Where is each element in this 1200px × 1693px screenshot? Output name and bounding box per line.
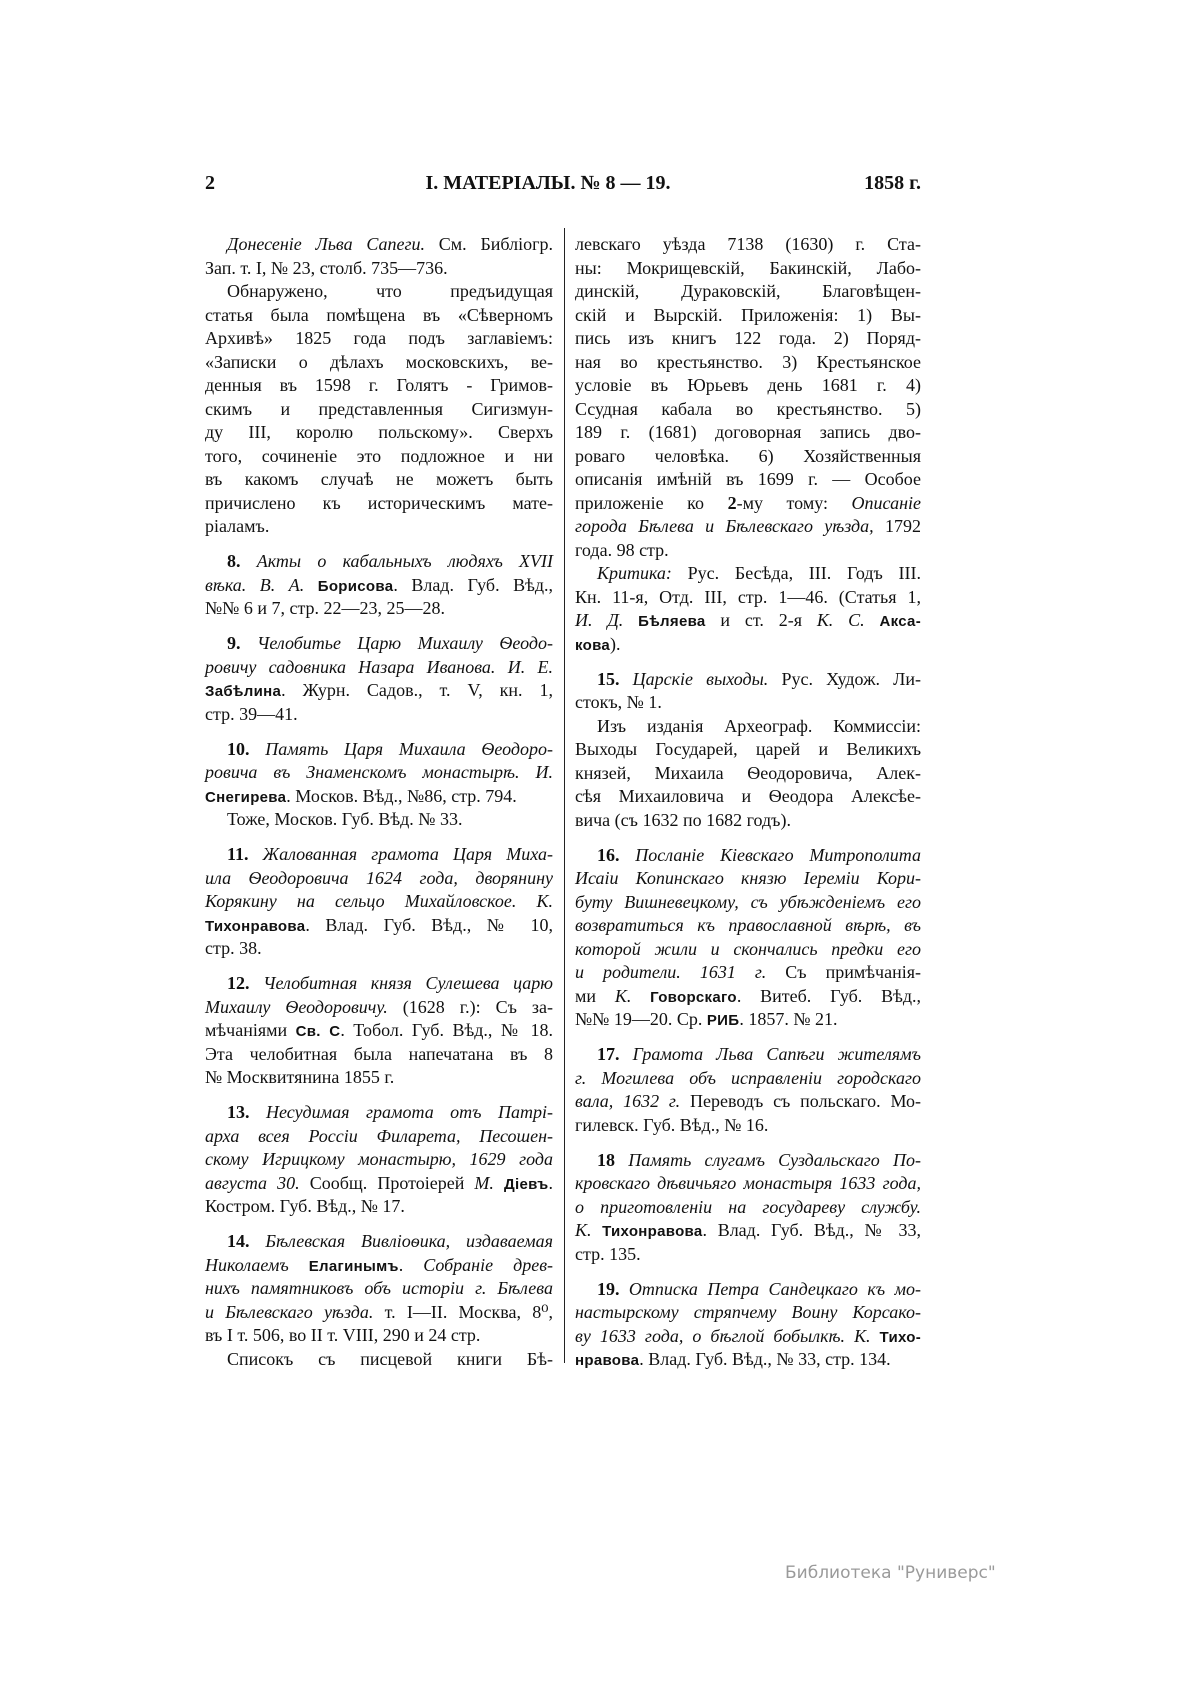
text-line bbox=[575, 468, 921, 492]
bibliography-entry bbox=[575, 233, 921, 656]
text-line bbox=[575, 985, 921, 1009]
title-text: возвратиться къ православной вѣрѣ, въ bbox=[575, 915, 921, 935]
title-text: Собраніе древ- bbox=[423, 1254, 553, 1275]
author-name: Акса- bbox=[879, 613, 921, 630]
entry-number: 15. bbox=[597, 668, 620, 689]
text-line bbox=[205, 1172, 553, 1196]
entry-number: 18 bbox=[597, 1149, 615, 1170]
text-segment: . 1857. № 21. bbox=[739, 1009, 838, 1029]
running-header-title: I. МАТЕРІАЛЫ. № 8 — 19. bbox=[425, 172, 671, 194]
text-line bbox=[575, 1219, 921, 1243]
text-line bbox=[575, 1090, 921, 1114]
title-text: вѣка. В. А. bbox=[205, 574, 318, 595]
title-text: Корякину на сельцо Михайловское. К. bbox=[205, 891, 553, 911]
entry-number: 13. bbox=[227, 1102, 250, 1122]
entry-number: 2 bbox=[727, 492, 737, 513]
title-text: настырскому стряпчему Воину Корсако- bbox=[575, 1302, 921, 1322]
text-line bbox=[205, 468, 553, 492]
title-text: и Бѣлевскаго уѣзда. bbox=[205, 1301, 374, 1322]
text-segment: -му тому: bbox=[736, 492, 852, 513]
text-line bbox=[205, 257, 553, 281]
text-segment: Кн. 11-я, Отд. III, стр. 1—46. (Статья 1, bbox=[575, 586, 921, 607]
entry-number: 8. bbox=[227, 551, 241, 571]
title-text: Посланіе Кіевскаго Митрополита bbox=[619, 844, 921, 865]
text-line bbox=[205, 1301, 553, 1325]
title-text: Жалованная грамота Царя Миха- bbox=[248, 844, 553, 864]
text-line bbox=[205, 351, 553, 375]
text-segment: Съ примѣчанія- bbox=[766, 962, 921, 982]
title-text: скому Игрицкому монастырю, 1629 года bbox=[205, 1149, 553, 1169]
text-line bbox=[575, 1067, 921, 1091]
text-line bbox=[575, 351, 921, 375]
author-name: Говорскаго bbox=[650, 988, 737, 1006]
paragraph bbox=[205, 632, 553, 726]
text-segment: ). bbox=[610, 633, 621, 654]
entry-number: 12. bbox=[227, 973, 250, 993]
running-header bbox=[0, 172, 1200, 195]
column-divider bbox=[564, 228, 565, 1363]
text-line bbox=[205, 843, 553, 867]
text-segment: условіе въ Юрьевъ день 1681 г. 4) bbox=[575, 375, 921, 395]
text-segment: . Влад. Губ. Вѣд., bbox=[393, 574, 554, 595]
text-segment: Выходы Государей, царей и Великихъ bbox=[575, 739, 921, 759]
author-name: Тихонравова bbox=[602, 1223, 703, 1240]
title-text: Критика: bbox=[597, 563, 672, 583]
title-text: вала, 1632 г. bbox=[575, 1091, 681, 1111]
title-text: К. bbox=[614, 985, 651, 1006]
author-name: Снегирева bbox=[205, 788, 287, 806]
title-text: Исаіи Копинскаго князю Іереміи Кори- bbox=[575, 868, 921, 888]
text-line bbox=[205, 937, 553, 961]
title-text: ву 1633 года, о бѣглой бобылкѣ. К. bbox=[575, 1325, 871, 1346]
text-line bbox=[575, 691, 921, 715]
text-line bbox=[575, 327, 921, 351]
title-text: города Бѣлева и Бѣлевскаго уѣзда, bbox=[575, 516, 874, 536]
title-text: К. С. bbox=[816, 610, 880, 630]
text-line bbox=[205, 1324, 553, 1348]
text-segment: Сообщ. Протоіерей bbox=[299, 1172, 475, 1193]
title-text: Донесеніе Льва Сапеги. bbox=[227, 234, 426, 254]
text-line bbox=[575, 1348, 921, 1372]
author-name: кова bbox=[575, 636, 611, 654]
text-segment: статья была помѣщена въ «Сѣверномъ bbox=[205, 304, 553, 325]
text-line bbox=[205, 679, 553, 703]
text-segment: 1792 bbox=[873, 516, 921, 536]
text-segment: левскаго уѣзда 7138 (1630) г. Ста- bbox=[575, 234, 921, 254]
bibliography-entry bbox=[205, 233, 553, 539]
title-text: нихъ памятниковъ объ исторіи г. Бѣлева bbox=[205, 1278, 553, 1298]
text-segment: стокъ, № 1. bbox=[575, 692, 662, 712]
text-segment: Рус. Бесѣда, III. Годъ III. bbox=[671, 563, 921, 583]
paragraph bbox=[205, 808, 553, 832]
text-segment: . bbox=[398, 1254, 424, 1275]
text-segment: №№ 19—20. Ср. bbox=[575, 1009, 707, 1029]
bibliography-entry bbox=[575, 1043, 921, 1137]
text-line bbox=[205, 703, 553, 727]
text-line bbox=[205, 1043, 553, 1067]
title-text: И. Д. bbox=[575, 610, 639, 630]
title-text: Челобитье Царю Михаилу Ѳеодо- bbox=[240, 633, 553, 653]
text-line bbox=[575, 421, 921, 445]
text-line bbox=[205, 1230, 553, 1254]
text-segment: Переводъ съ польскаго. Мо- bbox=[680, 1091, 921, 1111]
text-line bbox=[575, 586, 921, 610]
text-line bbox=[575, 609, 921, 633]
paragraph bbox=[205, 1101, 553, 1219]
paragraph bbox=[205, 1230, 553, 1348]
text-segment: Рус. Худож. Ли- bbox=[768, 668, 921, 689]
title-text: М. bbox=[474, 1172, 505, 1193]
text-segment: князей, Михаила Ѳеодоровича, Алек- bbox=[575, 762, 921, 783]
text-segment: . Влад. Губ. Вѣд., № 33, bbox=[702, 1220, 922, 1240]
paragraph bbox=[575, 668, 921, 715]
title-text: К. bbox=[575, 1220, 603, 1240]
paragraph bbox=[205, 843, 553, 961]
title-text: арха всея Россіи Филарета, Песошен- bbox=[205, 1125, 553, 1146]
text-line bbox=[575, 867, 921, 891]
bibliography-entry bbox=[575, 1149, 921, 1267]
text-line bbox=[575, 785, 921, 809]
text-line bbox=[575, 1114, 921, 1138]
text-segment: Эта челобитная была напечатана въ 8 bbox=[205, 1043, 553, 1064]
title-text: Память слугамъ Суздальскаго По- bbox=[615, 1149, 921, 1170]
text-line bbox=[575, 891, 921, 915]
title-text: Грамота Льва Сапѣги жителямъ bbox=[619, 1044, 921, 1064]
text-line bbox=[575, 515, 921, 539]
text-segment: «Записки о дѣлахъ московскихъ, ве- bbox=[205, 351, 553, 372]
text-line bbox=[205, 515, 553, 539]
text-segment: года. 98 стр. bbox=[575, 539, 669, 560]
paragraph bbox=[205, 280, 553, 539]
paragraph bbox=[575, 233, 921, 562]
entry-number: 14. bbox=[227, 1231, 250, 1251]
text-segment: ду III, королю польскому». Сверхъ bbox=[205, 422, 553, 442]
bibliography-entry bbox=[575, 1278, 921, 1372]
text-line bbox=[575, 762, 921, 786]
text-line bbox=[205, 890, 553, 914]
author-name: Св. С bbox=[295, 1023, 341, 1040]
author-name: Бѣляева bbox=[638, 613, 706, 630]
title-text: Несудимая грамота отъ Патрі- bbox=[249, 1102, 553, 1122]
title-text: Челобитная князя Сулешева царю bbox=[249, 973, 553, 993]
text-line bbox=[205, 1125, 553, 1149]
paragraph bbox=[575, 1149, 921, 1267]
text-segment: . Влад. Губ. Вѣд., № 10, bbox=[305, 914, 553, 935]
bibliography-entry bbox=[205, 550, 553, 621]
text-line bbox=[205, 280, 553, 304]
title-text: кровскаго дѣвичьяго монастыря 1633 года, bbox=[575, 1173, 921, 1193]
entry-number: 9. bbox=[227, 633, 241, 653]
text-segment: стр. 38. bbox=[205, 938, 262, 958]
text-segment: Зап. т. I, № 23, столб. 735—736. bbox=[205, 257, 448, 278]
text-line bbox=[205, 597, 553, 621]
right-column bbox=[575, 233, 921, 1383]
text-line bbox=[205, 445, 553, 469]
author-name: Діевъ bbox=[504, 1175, 549, 1193]
text-line bbox=[575, 374, 921, 398]
title-text: и родители. 1631 г. bbox=[575, 962, 767, 982]
left-column bbox=[205, 233, 553, 1383]
bibliography-entry bbox=[205, 1101, 553, 1219]
text-line bbox=[575, 1196, 921, 1220]
text-line bbox=[205, 1066, 553, 1090]
text-line bbox=[575, 257, 921, 281]
text-segment: динскій, Дураковскій, Благовѣщен- bbox=[575, 281, 921, 301]
text-segment: стр. 135. bbox=[575, 1243, 641, 1264]
text-segment: . Москов. Вѣд., №86, стр. 794. bbox=[286, 785, 517, 806]
text-line bbox=[205, 374, 553, 398]
text-line bbox=[205, 867, 553, 891]
title-text: ровичу садовника Назара Иванова. И. Е. bbox=[205, 656, 553, 677]
text-segment: См. Библіогр. bbox=[425, 234, 553, 254]
paragraph bbox=[205, 972, 553, 1090]
title-text: Память Царя Михаила Ѳеодоро- bbox=[249, 738, 553, 759]
text-segment: т. I—II. Москва, 8⁰, bbox=[373, 1301, 554, 1322]
text-line bbox=[205, 656, 553, 680]
text-segment: Ссудная кабала во крестьянство. 5) bbox=[575, 398, 921, 419]
text-segment: Изъ изданія Археограф. Коммиссіи: bbox=[597, 715, 921, 736]
text-segment: ріаламъ. bbox=[205, 516, 270, 536]
text-line bbox=[205, 304, 553, 328]
text-line bbox=[575, 844, 921, 868]
library-watermark: Библиотека "Руниверс" bbox=[785, 1563, 996, 1583]
text-line bbox=[205, 1148, 553, 1172]
entry-number: 17. bbox=[597, 1044, 620, 1064]
running-header-year: 1858 г. bbox=[864, 172, 921, 194]
title-text: ила Ѳеодоровича 1624 года, дворянину bbox=[205, 867, 553, 888]
text-segment: . Журн. Садов., т. V, кн. 1, bbox=[281, 680, 553, 700]
entry-number: 10. bbox=[227, 738, 250, 759]
bibliography-entry bbox=[205, 632, 553, 726]
title-text: Михаилу Ѳеодоровичу. bbox=[205, 996, 388, 1017]
paragraph bbox=[575, 844, 921, 1032]
text-segment: приложеніе ко bbox=[575, 492, 728, 513]
author-name: Елагинымъ bbox=[308, 1257, 399, 1275]
text-segment: вича (съ 1632 по 1682 годъ). bbox=[575, 809, 791, 830]
author-name: Тихонравова bbox=[205, 917, 306, 935]
text-segment: (1628 г.): Съ за- bbox=[387, 996, 553, 1017]
text-line bbox=[575, 938, 921, 962]
text-segment: № Москвитянина 1855 г. bbox=[205, 1067, 395, 1087]
title-text: Царскіе выходы. bbox=[619, 668, 769, 689]
text-segment: стр. 39—41. bbox=[205, 703, 298, 724]
bibliography-entry bbox=[575, 668, 921, 833]
text-line bbox=[575, 715, 921, 739]
text-segment: мѣчаніями bbox=[205, 1020, 296, 1040]
text-segment: . Влад. Губ. Вѣд., № 33, стр. 134. bbox=[639, 1349, 891, 1369]
title-text: Акты о кабальныхъ людяхъ XVII bbox=[240, 551, 553, 571]
text-segment: описанія имѣній въ 1699 г. — Особое bbox=[575, 469, 921, 489]
text-line bbox=[205, 808, 553, 832]
text-line bbox=[575, 1325, 921, 1349]
text-line bbox=[575, 809, 921, 833]
text-line bbox=[575, 1008, 921, 1032]
title-text: буту Вишневецкому, съ убѣжденіемъ его bbox=[575, 891, 921, 912]
text-segment: и ст. 2-я bbox=[705, 610, 817, 630]
text-line bbox=[575, 1172, 921, 1196]
text-line bbox=[575, 445, 921, 469]
text-line bbox=[205, 492, 553, 516]
text-line bbox=[575, 398, 921, 422]
text-segment: въ какомъ случаѣ не можетъ быть bbox=[205, 469, 553, 489]
text-segment: сѣя Михаиловича и Ѳеодора Алексѣе- bbox=[575, 786, 921, 806]
author-name: Забѣлина bbox=[205, 683, 282, 700]
title-text: Отписка Петра Сандецкаго къ мо- bbox=[619, 1278, 921, 1299]
title-text: ровича въ Знаменскомъ монастырѣ. И. bbox=[205, 762, 553, 782]
text-line bbox=[575, 738, 921, 762]
paragraph bbox=[205, 738, 553, 809]
bibliography-entry bbox=[205, 1230, 553, 1371]
paragraph bbox=[575, 1043, 921, 1137]
entry-number: 11. bbox=[227, 844, 249, 864]
paragraph bbox=[205, 233, 553, 280]
text-segment: . Витеб. Губ. Вѣд., bbox=[736, 985, 922, 1006]
text-line bbox=[205, 1254, 553, 1278]
text-segment: Тоже, Москов. Губ. Вѣд. № 33. bbox=[227, 809, 463, 829]
title-text: августа 30. bbox=[205, 1172, 300, 1193]
bibliography-entry bbox=[205, 843, 553, 961]
text-segment: №№ 6 и 7, стр. 22—23, 25—28. bbox=[205, 598, 446, 618]
author-name: Тихо- bbox=[870, 1328, 921, 1346]
text-line bbox=[575, 280, 921, 304]
text-segment: . Тобол. Губ. Вѣд., № 18. bbox=[340, 1020, 553, 1040]
title-text: о приготовленіи на государеву службу. bbox=[575, 1196, 921, 1217]
text-line bbox=[205, 233, 553, 257]
text-line bbox=[575, 539, 921, 563]
text-line bbox=[575, 1278, 921, 1302]
bibliography-entry bbox=[205, 972, 553, 1090]
text-line bbox=[205, 327, 553, 351]
text-line bbox=[205, 785, 553, 809]
title-text: Описаніе bbox=[851, 492, 921, 513]
text-line bbox=[205, 761, 553, 785]
text-line bbox=[205, 550, 553, 574]
text-line bbox=[575, 1243, 921, 1267]
text-segment: денныя въ 1598 г. Голятъ - Гримов- bbox=[205, 375, 553, 395]
title-text: г. Могилева объ исправленіи городскаго bbox=[575, 1067, 921, 1088]
text-line bbox=[575, 1149, 921, 1173]
text-segment: ми bbox=[575, 985, 615, 1006]
text-segment: Костром. Губ. Вѣд., № 17. bbox=[205, 1196, 405, 1216]
title-text: Николаемъ bbox=[205, 1254, 309, 1275]
text-line bbox=[205, 1277, 553, 1301]
bibliography-entry bbox=[205, 738, 553, 832]
bibliography-entry bbox=[575, 844, 921, 1032]
text-line bbox=[205, 398, 553, 422]
text-segment: въ I т. 506, во II т. VIII, 290 и 24 стр. bbox=[205, 1325, 481, 1345]
page-number: 2 bbox=[205, 172, 215, 194]
text-line bbox=[575, 562, 921, 586]
text-segment: скимъ и представленныя Сигизмун- bbox=[205, 398, 553, 419]
paragraph bbox=[205, 1348, 553, 1372]
text-line bbox=[575, 961, 921, 985]
paragraph bbox=[575, 562, 921, 656]
text-line bbox=[575, 304, 921, 328]
text-line bbox=[205, 738, 553, 762]
paragraph bbox=[575, 715, 921, 833]
paragraph bbox=[205, 550, 553, 621]
text-line bbox=[205, 996, 553, 1020]
text-segment: пись изъ книгъ 122 года. 2) Поряд- bbox=[575, 328, 921, 348]
text-line bbox=[575, 1301, 921, 1325]
text-line bbox=[205, 632, 553, 656]
text-line bbox=[205, 914, 553, 938]
text-segment: скій и Вырскій. Приложенія: 1) Вы- bbox=[575, 304, 921, 325]
text-line bbox=[575, 914, 921, 938]
text-segment: того, сочиненіе это подложное и ни bbox=[205, 445, 553, 466]
text-segment: Обнаружено, что предъидущая bbox=[227, 281, 553, 301]
title-text: Бѣлевская Вивліоѳика, издаваемая bbox=[249, 1231, 553, 1251]
author-name: Борисова bbox=[317, 577, 394, 595]
title-text: которой жили и скончались предки его bbox=[575, 938, 921, 959]
text-line bbox=[205, 1019, 553, 1043]
text-line bbox=[575, 633, 921, 657]
text-line bbox=[205, 1101, 553, 1125]
text-segment: причислено къ историческимъ мате- bbox=[205, 492, 553, 513]
author-name: РИБ bbox=[706, 1012, 740, 1029]
text-segment: ная во крестьянство. 3) Крестьянское bbox=[575, 351, 921, 372]
paragraph bbox=[575, 1278, 921, 1372]
text-line bbox=[205, 1348, 553, 1372]
author-name: нравова bbox=[575, 1352, 640, 1369]
text-line bbox=[205, 1195, 553, 1219]
text-line bbox=[205, 972, 553, 996]
text-segment: Списокъ съ писцевой книги Бѣ- bbox=[227, 1348, 553, 1369]
entry-number: 16. bbox=[597, 844, 620, 865]
text-line bbox=[575, 668, 921, 692]
text-segment: роваго человѣка. 6) Хозяйственныя bbox=[575, 445, 921, 466]
text-line bbox=[205, 574, 553, 598]
text-line bbox=[205, 421, 553, 445]
text-line bbox=[575, 1043, 921, 1067]
text-line bbox=[575, 233, 921, 257]
text-segment: ны: Мокрищевскій, Бакинскій, Лабо- bbox=[575, 257, 921, 278]
text-segment: гилевск. Губ. Вѣд., № 16. bbox=[575, 1114, 769, 1135]
text-segment: . bbox=[548, 1172, 553, 1193]
text-segment: 189 г. (1681) договорная запись дво- bbox=[575, 422, 921, 442]
entry-number: 19. bbox=[597, 1278, 620, 1299]
text-segment: Архивѣ» 1825 года подъ заглавіемъ: bbox=[205, 328, 553, 348]
text-line bbox=[575, 492, 921, 516]
